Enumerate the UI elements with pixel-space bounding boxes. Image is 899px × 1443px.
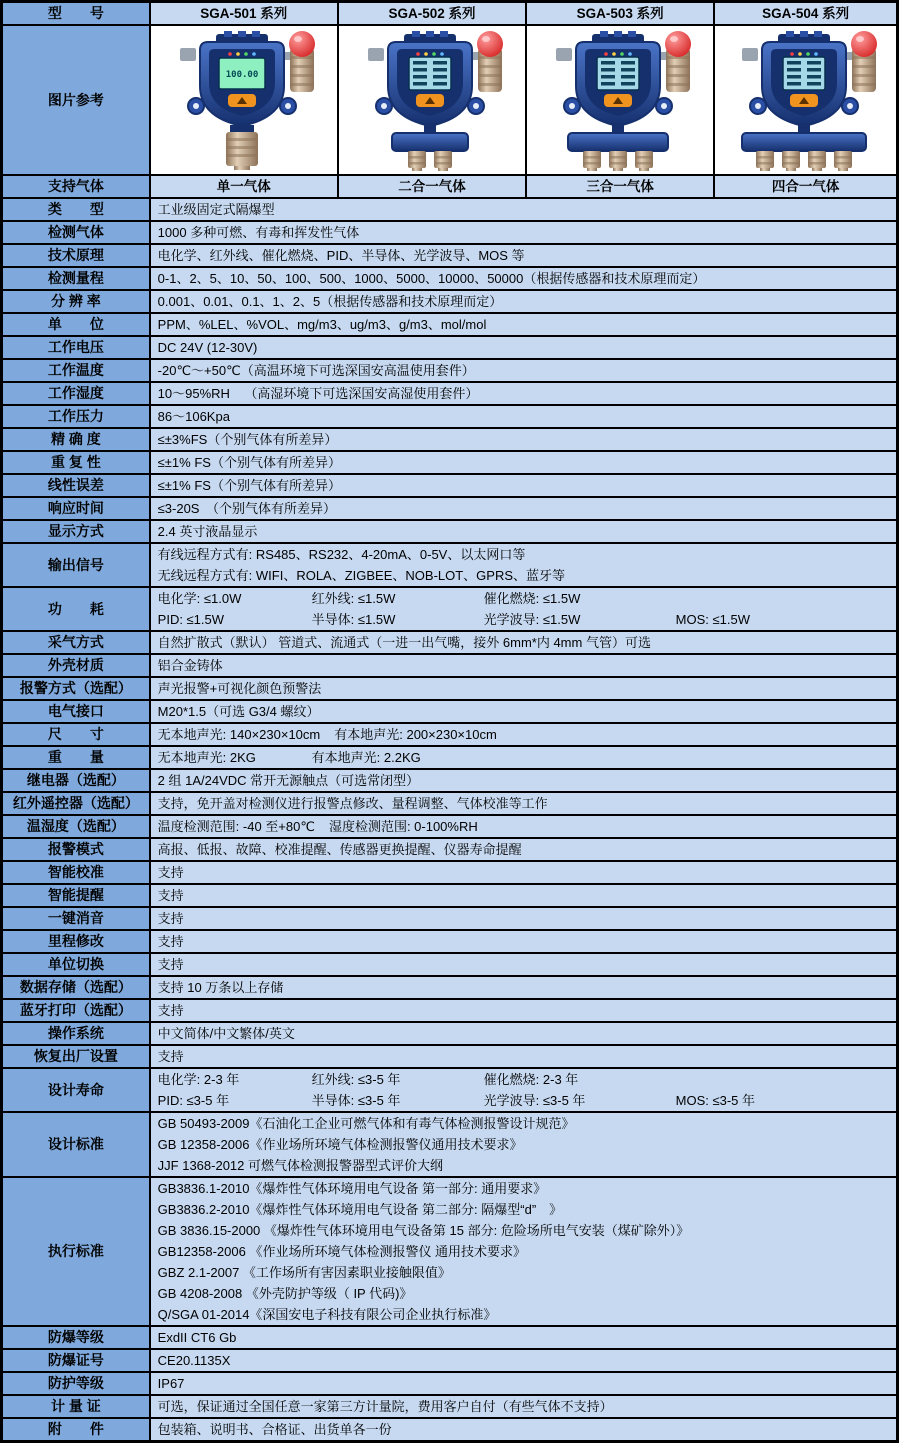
- header-model-1: SGA-501 系列: [150, 2, 338, 26]
- row-value-line: 支持: [157, 888, 184, 903]
- row-value-segment: 无本地声光: 140×230×10cm: [157, 727, 321, 742]
- gas-value-3: 三合一气体: [526, 175, 714, 198]
- image-row: [2, 25, 898, 175]
- row-value-line: -20℃～+50℃（高温环境下可选深国安高温使用套件）: [157, 363, 475, 378]
- row-value-segment: 湿度检测范围: 0-100%RH: [328, 819, 478, 834]
- row-value-line: 支持: [157, 1003, 184, 1018]
- row-value-24: [150, 792, 898, 815]
- spec-row: [2, 654, 898, 677]
- row-value-16: [150, 587, 898, 631]
- row-label-8: 工作湿度: [2, 382, 150, 405]
- row-value-29: [150, 907, 898, 930]
- spec-row: [2, 336, 898, 359]
- row-label-9: 工作压力: [2, 405, 150, 428]
- spec-row: [2, 428, 898, 451]
- row-value-line: 声光报警+可视化颜色预警法: [157, 681, 322, 696]
- spec-row: [2, 861, 898, 884]
- gas-value-4: 四合一气体: [714, 175, 897, 198]
- spec-row: [2, 520, 898, 543]
- row-value-line: 支持 10 万条以上存储: [157, 980, 284, 995]
- row-value-19: [150, 677, 898, 700]
- spec-row: [2, 1372, 898, 1395]
- image-row-label: 图片参考: [2, 25, 150, 175]
- row-value-line: ≤3-20S （个别气体有所差异）: [157, 501, 336, 516]
- row-value-line: 自然扩散式（默认） 管道式、流通式（一进一出气嘴，接外 6mm*内 4mm 气管）可选: [157, 635, 651, 650]
- header-model-label: 型 号: [2, 2, 150, 26]
- row-value-segment: 催化燃烧: 2-3 年: [483, 1072, 579, 1087]
- row-value-line: ≤±1% FS（个别气体有所差异）: [157, 478, 341, 493]
- row-value-segment: 红外线: ≤3-5 年: [311, 1072, 401, 1087]
- row-value-line: GB12358-2006 《作业场所环境气体检测报警仪 通用技术要求》: [157, 1244, 527, 1259]
- row-value-line: 包装箱、说明书、合格证、出货单各一份: [157, 1422, 392, 1437]
- spec-row: [2, 999, 898, 1022]
- row-value-line: GB3836.1-2010《爆炸性气体环境用电气设备 第一部分: 通用要求》: [157, 1181, 547, 1196]
- row-label-15: 输出信号: [2, 543, 150, 587]
- row-label-33: 蓝牙打印（选配）: [2, 999, 150, 1022]
- row-value-segment: 有本地声光: 2.2KG: [311, 750, 421, 765]
- row-value-line: 工业级固定式隔爆型: [157, 202, 275, 217]
- spec-row: [2, 244, 898, 267]
- row-value-line: 支持: [157, 1049, 184, 1064]
- row-value-line: GB 50493-2009《石油化工企业可燃气体和有毒气体检测报警设计规范》: [157, 1116, 575, 1131]
- row-label-11: 重 复 性: [2, 451, 150, 474]
- spec-row: [2, 1068, 898, 1112]
- row-label-1: 检测气体: [2, 221, 150, 244]
- row-label-34: 操作系统: [2, 1022, 150, 1045]
- detector-image-sga-503: [526, 25, 714, 175]
- spec-table-body: [2, 2, 898, 1442]
- detector-illustration: [342, 28, 522, 172]
- row-value-1: [150, 221, 898, 244]
- row-value-2: [150, 244, 898, 267]
- row-label-10: 精 确 度: [2, 428, 150, 451]
- row-label-29: 一键消音: [2, 907, 150, 930]
- row-label-42: 计 量 证: [2, 1395, 150, 1418]
- row-value-13: [150, 497, 898, 520]
- row-value-37: [150, 1112, 898, 1177]
- row-value-22: [150, 746, 898, 769]
- row-value-segment: MOS: ≤3-5 年: [675, 1093, 756, 1108]
- row-value-23: [150, 769, 898, 792]
- row-value-14: [150, 520, 898, 543]
- row-value-8: [150, 382, 898, 405]
- row-value-21: [150, 723, 898, 746]
- spec-row: [2, 1326, 898, 1349]
- spec-row: [2, 631, 898, 654]
- row-value-line: 0.001、0.01、0.1、1、2、5（根据传感器和技术原理而定）: [157, 294, 503, 309]
- row-value-line: ExdII CT6 Gb: [157, 1330, 237, 1345]
- row-label-24: 红外遥控器（选配）: [2, 792, 150, 815]
- row-value-line: GB 3836.15-2000 《爆炸性气体环境用电气设备第 15 部分: 危险场所电气安装（煤矿除外）》: [157, 1223, 690, 1238]
- row-label-38: 执行标准: [2, 1177, 150, 1326]
- row-label-20: 电气接口: [2, 700, 150, 723]
- header-model-2: SGA-502 系列: [338, 2, 526, 26]
- row-label-23: 继电器（选配）: [2, 769, 150, 792]
- spec-row: [2, 700, 898, 723]
- row-value-segment: 电化学: ≤1.0W: [157, 591, 242, 606]
- detector-image-sga-504: [714, 25, 897, 175]
- spec-row: [2, 1418, 898, 1442]
- detector-illustration: [154, 28, 334, 172]
- row-value-6: [150, 336, 898, 359]
- spec-row: [2, 1045, 898, 1068]
- row-value-43: [150, 1418, 898, 1442]
- row-label-17: 采气方式: [2, 631, 150, 654]
- spec-row: [2, 198, 898, 221]
- row-value-line: IP67: [157, 1376, 185, 1391]
- row-value-line: PPM、%LEL、%VOL、mg/m3、ug/m3、g/m3、mol/mol: [157, 317, 487, 332]
- row-label-31: 单位切换: [2, 953, 150, 976]
- row-value-line: CE20.1135X: [157, 1353, 231, 1368]
- row-value-segment: 有本地声光: 200×230×10cm: [334, 727, 497, 742]
- row-value-line: 中文简体/中文繁体/英文: [157, 1026, 295, 1041]
- row-value-line: [158, 1090, 889, 1111]
- row-value-line: GB 12358-2006《作业场所环境气体检测报警仪通用技术要求》: [157, 1137, 523, 1152]
- row-value-line: [158, 816, 889, 837]
- row-value-9: [150, 405, 898, 428]
- row-label-14: 显示方式: [2, 520, 150, 543]
- row-value-12: [150, 474, 898, 497]
- row-value-5: [150, 313, 898, 336]
- row-value-26: [150, 838, 898, 861]
- row-value-15: [150, 543, 898, 587]
- row-value-0: [150, 198, 898, 221]
- row-label-28: 智能提醒: [2, 884, 150, 907]
- row-value-32: [150, 976, 898, 999]
- row-value-17: [150, 631, 898, 654]
- row-value-line: Q/SGA 01-2014《深国安电子科技有限公司企业执行标准》: [157, 1307, 497, 1322]
- row-value-line: 86～106Kpa: [157, 409, 230, 424]
- row-value-line: GB3836.2-2010《爆炸性气体环境用电气设备 第二部分: 隔爆型“d” 》: [157, 1202, 563, 1217]
- spec-row: [2, 769, 898, 792]
- row-label-35: 恢复出厂设置: [2, 1045, 150, 1068]
- row-value-segment: PID: ≤1.5W: [157, 612, 225, 627]
- row-value-line: 无线远程方式有: WIFI、ROLA、ZIGBEE、NOB-LOT、GPRS、蓝牙等: [157, 568, 566, 583]
- row-value-7: [150, 359, 898, 382]
- row-label-6: 工作电压: [2, 336, 150, 359]
- detector-illustration: [530, 28, 710, 172]
- row-value-line: DC 24V (12-30V): [157, 340, 258, 355]
- row-value-line: JJF 1368-2012 可燃气体检测报警器型式评价大纲: [157, 1158, 443, 1173]
- row-value-line: [158, 609, 889, 630]
- spec-row: [2, 1112, 898, 1177]
- spec-row: [2, 382, 898, 405]
- spec-row: [2, 792, 898, 815]
- row-label-18: 外壳材质: [2, 654, 150, 677]
- spec-row: [2, 290, 898, 313]
- row-value-line: ≤±1% FS（个别气体有所差异）: [157, 455, 341, 470]
- svg-text:100.00: 100.00: [225, 70, 259, 80]
- row-value-39: [150, 1326, 898, 1349]
- row-label-21: 尺 寸: [2, 723, 150, 746]
- row-label-16: 功 耗: [2, 587, 150, 631]
- row-value-segment: 催化燃烧: ≤1.5W: [483, 591, 581, 606]
- row-value-line: M20*1.5（可选 G3/4 螺纹）: [157, 704, 320, 719]
- row-value-31: [150, 953, 898, 976]
- spec-row: [2, 884, 898, 907]
- row-value-segment: 半导体: ≤3-5 年: [311, 1093, 401, 1108]
- row-label-7: 工作温度: [2, 359, 150, 382]
- gas-row: [2, 175, 898, 198]
- spec-row: [2, 451, 898, 474]
- row-value-line: 支持，免开盖对检测仪进行报警点修改、量程调整、气体校准等工作: [157, 796, 548, 811]
- row-label-27: 智能校准: [2, 861, 150, 884]
- row-label-30: 里程修改: [2, 930, 150, 953]
- spec-row: [2, 815, 898, 838]
- spec-row: [2, 1395, 898, 1418]
- spec-row: [2, 723, 898, 746]
- row-value-line: 2 组 1A/24VDC 常开无源触点（可选常闭型）: [157, 773, 420, 788]
- row-label-19: 报警方式（选配）: [2, 677, 150, 700]
- row-label-25: 温湿度（选配）: [2, 815, 150, 838]
- row-value-line: [158, 1069, 889, 1090]
- row-value-38: [150, 1177, 898, 1326]
- row-value-25: [150, 815, 898, 838]
- row-value-segment: 无本地声光: 2KG: [157, 750, 256, 765]
- header-model-4: SGA-504 系列: [714, 2, 897, 26]
- row-label-26: 报警模式: [2, 838, 150, 861]
- spec-row: [2, 1022, 898, 1045]
- row-value-42: [150, 1395, 898, 1418]
- row-value-line: 1000 多种可燃、有毒和挥发性气体: [157, 225, 360, 240]
- spec-row: [2, 543, 898, 587]
- row-value-segment: 半导体: ≤1.5W: [311, 612, 396, 627]
- row-value-segment: 光学波导: ≤3-5 年: [483, 1093, 586, 1108]
- spec-row: [2, 1177, 898, 1326]
- row-value-18: [150, 654, 898, 677]
- row-value-segment: 光学波导: ≤1.5W: [483, 612, 581, 627]
- row-value-line: 0-1、2、5、10、50、100、500、1000、5000、10000、50000（根据传感器和技术原理而定）: [157, 271, 706, 286]
- row-label-0: 类 型: [2, 198, 150, 221]
- row-label-2: 技术原理: [2, 244, 150, 267]
- row-value-line: 支持: [157, 934, 184, 949]
- spec-row: [2, 497, 898, 520]
- row-value-20: [150, 700, 898, 723]
- row-value-segment: MOS: ≤1.5W: [675, 612, 750, 627]
- row-label-41: 防护等级: [2, 1372, 150, 1395]
- row-value-line: 支持: [157, 957, 184, 972]
- row-value-line: GBZ 2.1-2007 《工作场所有害因素职业接触限值》: [157, 1265, 451, 1280]
- row-value-10: [150, 428, 898, 451]
- detector-image-sga-502: [338, 25, 526, 175]
- spec-row: [2, 313, 898, 336]
- spec-row: [2, 474, 898, 497]
- spec-row: [2, 677, 898, 700]
- row-value-line: 支持: [157, 865, 184, 880]
- row-value-35: [150, 1045, 898, 1068]
- spec-row: [2, 746, 898, 769]
- row-label-13: 响应时间: [2, 497, 150, 520]
- row-value-line: 电化学、红外线、催化燃烧、PID、半导体、光学波导、MOS 等: [157, 248, 525, 263]
- gas-row-label: 支持气体: [2, 175, 150, 198]
- spec-row: [2, 405, 898, 428]
- gas-value-1: 单一气体: [150, 175, 338, 198]
- row-value-segment: 电化学: 2-3 年: [157, 1072, 240, 1087]
- detector-illustration: [716, 28, 896, 172]
- row-value-28: [150, 884, 898, 907]
- row-value-segment: 温度检测范围: -40 至+80℃: [157, 819, 315, 834]
- row-value-line: [158, 724, 889, 745]
- row-label-22: 重 量: [2, 746, 150, 769]
- spec-row: [2, 587, 898, 631]
- spec-row: [2, 976, 898, 999]
- spec-row: [2, 953, 898, 976]
- row-value-line: 有线远程方式有: RS485、RS232、4-20mA、0-5V、以太网口等: [157, 547, 526, 562]
- row-value-line: 高报、低报、故障、校准提醒、传感器更换提醒、仪器寿命提醒: [157, 842, 522, 857]
- row-value-41: [150, 1372, 898, 1395]
- header-model-3: SGA-503 系列: [526, 2, 714, 26]
- row-value-segment: 红外线: ≤1.5W: [311, 591, 396, 606]
- spec-row: [2, 907, 898, 930]
- row-value-segment: PID: ≤3-5 年: [157, 1093, 230, 1108]
- spec-row: [2, 838, 898, 861]
- row-value-line: [158, 588, 889, 609]
- row-value-4: [150, 290, 898, 313]
- row-value-11: [150, 451, 898, 474]
- row-value-3: [150, 267, 898, 290]
- row-value-27: [150, 861, 898, 884]
- row-value-30: [150, 930, 898, 953]
- row-value-36: [150, 1068, 898, 1112]
- row-label-3: 检测量程: [2, 267, 150, 290]
- row-label-40: 防爆证号: [2, 1349, 150, 1372]
- row-value-line: [158, 747, 889, 768]
- row-value-line: 2.4 英寸液晶显示: [157, 524, 258, 539]
- row-label-37: 设计标准: [2, 1112, 150, 1177]
- row-value-line: ≤±3%FS（个别气体有所差异）: [157, 432, 338, 447]
- row-value-line: 10～95%RH （高湿环境下可选深国安高湿使用套件）: [157, 386, 479, 401]
- row-label-39: 防爆等级: [2, 1326, 150, 1349]
- row-value-line: 支持: [157, 911, 184, 926]
- row-label-32: 数据存储（选配）: [2, 976, 150, 999]
- row-value-line: 可选，保证通过全国任意一家第三方计量院，费用客户自付（有些气体不支持）: [157, 1399, 613, 1414]
- row-value-line: GB 4208-2008 《外壳防护等级（ IP 代码)》: [157, 1286, 413, 1301]
- row-value-line: 铝合金铸体: [157, 658, 223, 673]
- gas-value-2: 二合一气体: [338, 175, 526, 198]
- row-label-12: 线性误差: [2, 474, 150, 497]
- row-label-4: 分 辨 率: [2, 290, 150, 313]
- row-label-43: 附 件: [2, 1418, 150, 1442]
- row-value-33: [150, 999, 898, 1022]
- spec-row: [2, 930, 898, 953]
- spec-row: [2, 359, 898, 382]
- spec-row: [2, 221, 898, 244]
- header-row: [2, 2, 898, 26]
- row-value-34: [150, 1022, 898, 1045]
- detector-image-sga-501: [150, 25, 338, 175]
- row-label-5: 单 位: [2, 313, 150, 336]
- row-label-36: 设计寿命: [2, 1068, 150, 1112]
- spec-row: [2, 267, 898, 290]
